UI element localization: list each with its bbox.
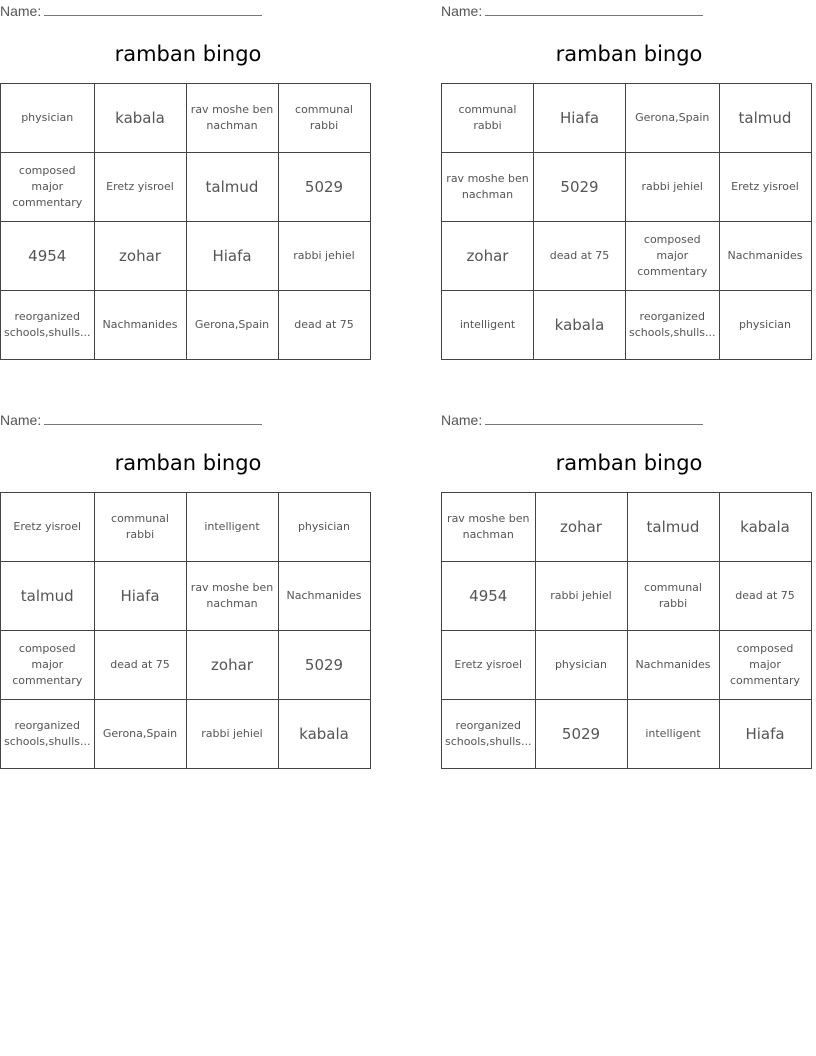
card-title: ramban bingo	[555, 42, 703, 66]
grid-row	[442, 84, 812, 153]
bingo-cell: reorganized schools,shulls...	[1, 700, 95, 769]
bingo-cell: physician	[719, 291, 811, 360]
name-field[interactable]	[0, 412, 262, 428]
bingo-cell: 4954	[442, 562, 536, 631]
grid-row	[442, 700, 812, 769]
bingo-cell: Hiafa	[94, 562, 186, 631]
bingo-cell: Eretz yisroel	[442, 631, 536, 700]
bingo-cell: rav moshe ben nachman	[186, 84, 278, 153]
bingo-cell: 4954	[1, 222, 95, 291]
bingo-cell: Hiafa	[186, 222, 278, 291]
bingo-cell: composed major commentary	[626, 222, 720, 291]
grid-row	[1, 291, 371, 360]
bingo-cell: reorganized schools,shulls...	[626, 291, 720, 360]
grid-row	[1, 222, 371, 291]
bingo-cell: physician	[278, 493, 370, 562]
grid-row	[442, 631, 812, 700]
card-title: ramban bingo	[555, 451, 703, 475]
bingo-grid	[441, 83, 812, 360]
bingo-cell: 5029	[278, 631, 370, 700]
bingo-grid	[0, 492, 371, 769]
bingo-cell: Nachmanides	[719, 222, 811, 291]
name-blank-line[interactable]	[44, 3, 262, 16]
name-field[interactable]	[441, 3, 703, 19]
bingo-cell: Gerona,Spain	[626, 84, 720, 153]
bingo-cell: 5029	[534, 153, 626, 222]
bingo-cell: 5029	[278, 153, 370, 222]
bingo-cell: intelligent	[186, 493, 278, 562]
bingo-cell: Eretz yisroel	[1, 493, 95, 562]
grid-row	[442, 562, 812, 631]
bingo-cell: Gerona,Spain	[94, 700, 186, 769]
bingo-cell: rabbi jehiel	[626, 153, 720, 222]
bingo-cell: Gerona,Spain	[186, 291, 278, 360]
bingo-cell: rabbi jehiel	[535, 562, 627, 631]
bingo-cell: rav moshe ben nachman	[442, 153, 534, 222]
card-title: ramban bingo	[114, 42, 262, 66]
bingo-cell: communal rabbi	[442, 84, 534, 153]
bingo-cell: Nachmanides	[627, 631, 719, 700]
bingo-cell: reorganized schools,shulls...	[1, 291, 95, 360]
bingo-cell: Eretz yisroel	[719, 153, 811, 222]
bingo-cell: dead at 75	[534, 222, 626, 291]
bingo-cell: kabala	[94, 84, 186, 153]
bingo-cell: reorganized schools,shulls...	[442, 700, 536, 769]
bingo-cell: rabbi jehiel	[186, 700, 278, 769]
grid-row	[1, 631, 371, 700]
bingo-cell: composed major commentary	[719, 631, 811, 700]
bingo-cell: rav moshe ben nachman	[442, 493, 536, 562]
bingo-cell: Nachmanides	[278, 562, 370, 631]
bingo-grid	[441, 492, 812, 769]
grid-row	[1, 700, 371, 769]
bingo-cell: intelligent	[627, 700, 719, 769]
bingo-cell: talmud	[186, 153, 278, 222]
bingo-cell: kabala	[278, 700, 370, 769]
name-field[interactable]	[0, 3, 262, 19]
name-blank-line[interactable]	[485, 3, 703, 16]
bingo-cell: zohar	[442, 222, 534, 291]
grid-row	[1, 562, 371, 631]
card-title: ramban bingo	[114, 451, 262, 475]
bingo-cell: zohar	[186, 631, 278, 700]
name-label: Name:	[0, 412, 42, 428]
bingo-cell: communal rabbi	[278, 84, 370, 153]
name-blank-line[interactable]	[485, 412, 703, 425]
bingo-cell: Eretz yisroel	[94, 153, 186, 222]
bingo-cell: Nachmanides	[94, 291, 186, 360]
bingo-cell: dead at 75	[94, 631, 186, 700]
bingo-cell: physician	[1, 84, 95, 153]
bingo-cell: composed major commentary	[1, 631, 95, 700]
grid-row	[1, 153, 371, 222]
name-label: Name:	[441, 3, 483, 19]
grid-row	[1, 493, 371, 562]
grid-row	[442, 222, 812, 291]
bingo-cell: zohar	[94, 222, 186, 291]
grid-row	[442, 493, 812, 562]
bingo-cell: talmud	[719, 84, 811, 153]
bingo-cell: rabbi jehiel	[278, 222, 370, 291]
bingo-cell: kabala	[534, 291, 626, 360]
bingo-cell: kabala	[719, 493, 811, 562]
bingo-cell: dead at 75	[719, 562, 811, 631]
name-label: Name:	[441, 412, 483, 428]
bingo-cell: talmud	[1, 562, 95, 631]
bingo-cell: communal rabbi	[627, 562, 719, 631]
name-label: Name:	[0, 3, 42, 19]
name-field[interactable]	[441, 412, 703, 428]
bingo-cell: rav moshe ben nachman	[186, 562, 278, 631]
grid-row	[1, 84, 371, 153]
bingo-cell: Hiafa	[719, 700, 811, 769]
name-blank-line[interactable]	[44, 412, 262, 425]
bingo-cell: communal rabbi	[94, 493, 186, 562]
bingo-cell: talmud	[627, 493, 719, 562]
bingo-cell: Hiafa	[534, 84, 626, 153]
bingo-cell: intelligent	[442, 291, 534, 360]
bingo-cell: 5029	[535, 700, 627, 769]
bingo-cell: zohar	[535, 493, 627, 562]
bingo-cell: dead at 75	[278, 291, 370, 360]
bingo-cell: physician	[535, 631, 627, 700]
bingo-grid	[0, 83, 371, 360]
grid-row	[442, 153, 812, 222]
grid-row	[442, 291, 812, 360]
bingo-cell: composed major commentary	[1, 153, 95, 222]
